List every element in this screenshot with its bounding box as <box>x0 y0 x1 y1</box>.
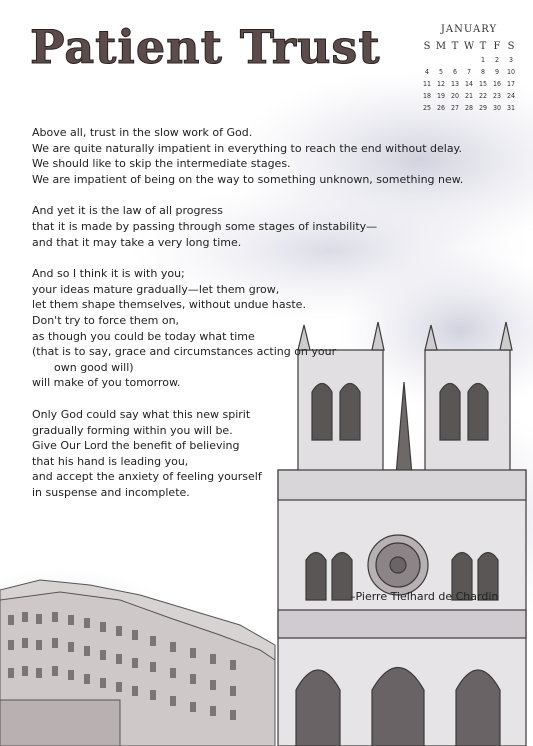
poem-line: Give Our Lord the benefit of believing <box>32 439 240 453</box>
calendar-day: 29 <box>478 104 487 112</box>
weekday-label: T <box>451 41 459 52</box>
poem-line: that it is made by passing through some stages of instability— <box>32 219 378 233</box>
poem-line: Only God could say what this new spirit <box>32 407 251 421</box>
calendar-month: JANUARY <box>440 24 498 35</box>
calendar-day: 9 <box>494 68 499 76</box>
poem-line: and that it may take a very long time. <box>32 235 242 249</box>
poem-stanza <box>32 125 464 187</box>
weekday-label: S <box>423 41 431 52</box>
calendar-day: 1 <box>480 56 485 64</box>
poem-line: your ideas mature gradually—let them grow, <box>32 282 280 296</box>
calendar-day: 21 <box>464 92 473 100</box>
weekday-label: T <box>479 41 487 52</box>
poem-line: as though you could be today what time <box>32 329 255 343</box>
poem-line: let them shape themselves, without undue haste. <box>32 298 306 312</box>
poem-line: will make of you tomorrow. <box>32 376 181 390</box>
calendar-day: 16 <box>492 80 501 88</box>
poem-attribution: –Pierre Tielhard de Chardin <box>350 590 499 603</box>
calendar-day: 12 <box>436 80 445 88</box>
calendar-day: 14 <box>464 80 473 88</box>
calendar-day: 11 <box>422 80 431 88</box>
poem-stanza <box>32 266 402 391</box>
poem-line: Don't try to force them on, <box>32 313 180 327</box>
calendar-day: 15 <box>478 80 487 88</box>
calendar-day: 18 <box>422 92 431 100</box>
poem-line: We are quite naturally impatient in everything to reach the end without delay. <box>32 141 462 155</box>
poem-line: in suspense and incomplete. <box>32 485 190 499</box>
calendar-day: 28 <box>464 104 473 112</box>
weekday-label: M <box>435 41 447 52</box>
poem-line: gradually forming within you will be. <box>32 423 233 437</box>
poem-line: own good will) <box>54 360 134 374</box>
poem-line: (that is to say, grace and circumstances acting on your <box>32 345 337 359</box>
calendar-day: 8 <box>480 68 485 76</box>
poem <box>32 125 464 516</box>
weekday-label: S <box>507 41 515 52</box>
calendar-day: 3 <box>508 56 513 64</box>
poem-line: Above all, trust in the slow work of God. <box>32 126 253 139</box>
calendar-day: 20 <box>450 92 459 100</box>
calendar-day: 4 <box>424 68 429 76</box>
calendar-day: 6 <box>452 68 457 76</box>
calendar-day: 22 <box>478 92 487 100</box>
calendar-day: 7 <box>466 68 471 76</box>
calendar-day: 26 <box>436 104 445 112</box>
calendar-day: 31 <box>506 104 515 112</box>
calendar-day: 10 <box>506 68 515 76</box>
calendar-day: 30 <box>492 104 501 112</box>
poem-line: We are impatient of being on the way to something unknown, something new. <box>32 172 464 186</box>
poem-stanza <box>32 407 402 501</box>
poem-line: We should like to skip the intermediate stages. <box>32 157 291 171</box>
poem-line: and accept the anxiety of feeling yourself <box>32 470 262 484</box>
calendar-day: 24 <box>506 92 515 100</box>
weekday-label: W <box>463 41 475 52</box>
poem-line: And so I think it is with you; <box>32 267 185 281</box>
calendar-day: 5 <box>438 68 443 76</box>
calendar-day: 2 <box>494 56 499 64</box>
weekday-label: F <box>493 41 501 52</box>
calendar-day: 17 <box>506 80 515 88</box>
calendar-day: 25 <box>422 104 431 112</box>
poem-line: that his hand is leading you, <box>32 454 189 468</box>
calendar-day: 23 <box>492 92 501 100</box>
page-title: Patient Trust <box>30 20 381 74</box>
poem-stanza <box>32 203 402 250</box>
city-buildings <box>0 580 275 746</box>
poem-line: And yet it is the law of all progress <box>32 204 223 218</box>
calendar-day: 27 <box>450 104 459 112</box>
calendar-day: 19 <box>436 92 445 100</box>
calendar-day: 13 <box>450 80 459 88</box>
